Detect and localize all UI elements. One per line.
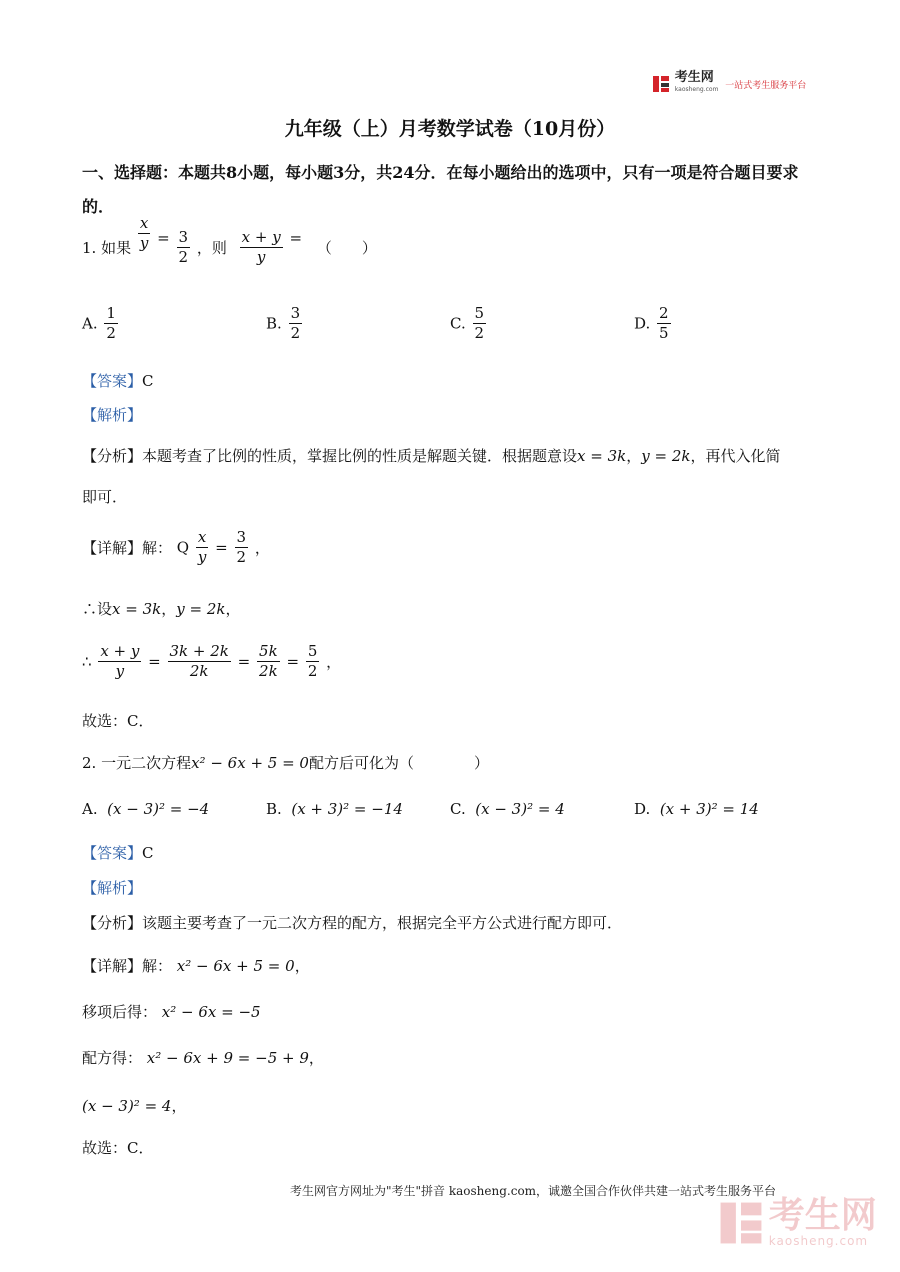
q2-option-b: B. (x + 3)² = −14: [266, 800, 403, 818]
q1-option-b: B. $\frac{3}{2}$: [266, 304, 301, 342]
q2-analysis-tag: 【解析】: [82, 879, 143, 897]
q2-stem: 2. 一元二次方程x² − 6x + 5 = 0配方后可化为（ ）: [82, 754, 489, 772]
q1-answer: [82, 370, 154, 391]
q2-option-a: A. (x − 3)² = −4: [82, 800, 210, 818]
q1-option-d: D. $\frac{2}{5}$: [634, 304, 669, 342]
kaosheng-logo-icon: [652, 75, 670, 93]
q2-option-c: C. (x − 3)² = 4: [450, 800, 565, 818]
q1-equals: =: [157, 228, 170, 247]
q2-square: (x − 3)² = 4，: [82, 1097, 187, 1115]
logo-domain: kaosheng.com: [674, 86, 719, 93]
answer-tag: 【答案】: [82, 844, 143, 862]
q1-option-a: A. $\frac{1}{2}$: [82, 304, 116, 342]
watermark-logo-icon: [718, 1200, 764, 1246]
page-title: 九年级（上）月考数学试卷（10月份）: [284, 118, 616, 140]
q1-then: ，则: [196, 239, 227, 257]
q2-complete: 配方得： x² − 6x + 9 = −5 + 9，: [82, 1049, 324, 1067]
q2-detail: 【详解】解： x² − 6x + 5 = 0，: [82, 957, 310, 975]
watermark-text: 考生网 kaosheng.com: [768, 1195, 877, 1248]
q2-option-d: D. (x + 3)² = 14: [634, 800, 759, 818]
q1-analysis-line2: 即可．: [82, 488, 128, 506]
q1-choose: 故选：C．: [82, 712, 154, 730]
q1-option-c: C. $\frac{5}{2}$: [450, 304, 485, 342]
header-logo: [652, 72, 806, 96]
logo-brand: 考生网 kaosheng.com: [675, 72, 719, 96]
q1-fraction-xy-over-y: $\frac{x + y}{y}$: [241, 228, 281, 266]
logo-slogan: 一站式考生服务平台: [725, 80, 807, 91]
q1-analysis-tag: 【解析】: [82, 406, 143, 424]
q2-choose: 故选：C．: [82, 1139, 154, 1157]
q1-detail: 【详解】解： Q $\frac{x}{y}$ = $\frac{3}{2}$ ，: [82, 528, 270, 566]
q1-stem: [82, 214, 377, 267]
q1-fraction-xy: $\frac{x}{y}$: [139, 214, 149, 252]
watermark: [718, 1195, 877, 1248]
answer-tag: 【答案】: [82, 372, 143, 390]
q2-move: 移项后得： x² − 6x = −5: [82, 1003, 261, 1021]
q1-fraction-3-2: $\frac{3}{2}$: [178, 228, 189, 266]
q1-answer-blank: （ ）: [316, 239, 377, 257]
q1-equals-2: =: [289, 228, 303, 247]
q2-analysis: 【分析】该题主要考查了一元二次方程的配方，根据完全平方公式进行配方即可．: [82, 914, 623, 932]
q2-answer: [82, 842, 154, 863]
q1-set-line: ∴设x = 3k，y = 2k，: [82, 600, 241, 618]
q1-answer-value: C: [142, 372, 154, 390]
q1-computation: ∴ $\frac{x + y}{y}$ = $\frac{3k + 2k}{2k}$ = $\frac{5k}{2k}$ = $\frac{5}{2}$ ，: [82, 642, 342, 680]
q1-number: 1. 如果: [82, 239, 132, 257]
q2-answer-value: C: [142, 844, 154, 862]
footer-note: 考生网官方网址为"考生"拼音 kaosheng.com，诚邀全国合作伙伴共建一站式考生服务平台: [290, 1184, 777, 1198]
section-heading: 一、选择题：本题共8小题，每小题3分，共24分．在每小题给出的选项中，只有一项是符合题目要求的．: [82, 163, 799, 216]
q1-analysis: 【分析】本题考查了比例的性质，掌握比例的性质是解题关键．根据题意设x = 3k，y = 2k，再代入化简: [82, 447, 781, 465]
